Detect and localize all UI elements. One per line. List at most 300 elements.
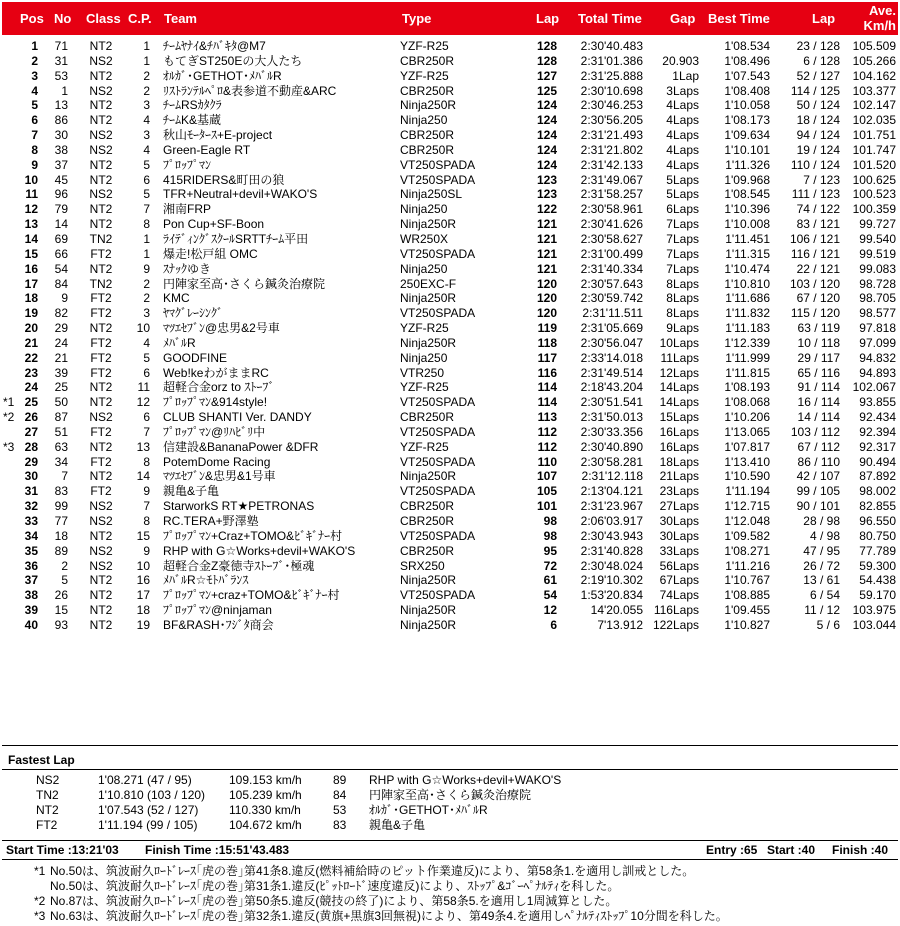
- row-class: NT2: [89, 172, 113, 187]
- row-best-time: 1'12.048: [724, 514, 770, 528]
- row-total-time: 2:30'40.890: [580, 439, 643, 454]
- row-class: NT2: [89, 469, 113, 484]
- row-best-time: 1'10.008: [724, 217, 770, 232]
- row-best-lap: 52 / 127: [796, 68, 840, 83]
- row-type: CBR250R: [400, 410, 455, 425]
- row-gap: 14Laps: [659, 380, 699, 395]
- row-no: 79: [54, 202, 68, 217]
- row-no: 29: [54, 321, 68, 336]
- row-lap: 6: [550, 617, 557, 632]
- table-row: [0, 69, 900, 84]
- row-total-time: 2:30'40.483: [580, 39, 643, 53]
- row-team: 爆走!松戸組 OMC: [163, 246, 258, 261]
- row-pos: 34: [24, 528, 38, 543]
- row-class: TN2: [89, 276, 113, 291]
- row-best-time: 1'10.206: [724, 410, 770, 425]
- row-ave-speed: 99.727: [859, 217, 896, 232]
- row-type: Ninja250R: [400, 217, 457, 232]
- row-team: ﾁｰﾑK&基蔵: [163, 113, 222, 128]
- row-note-mark: *1: [3, 395, 15, 410]
- note-mark: *1: [34, 864, 46, 878]
- row-best-lap: 99 / 105: [796, 484, 840, 499]
- row-cp: 1: [143, 39, 150, 53]
- row-best-time: 1'11.832: [725, 306, 770, 321]
- row-total-time: 7'13.912: [597, 617, 643, 632]
- divider-times-bottom: [2, 859, 898, 860]
- row-cp: 9: [143, 484, 150, 499]
- row-no: 30: [54, 128, 68, 143]
- row-ave-speed: 102.147: [852, 98, 896, 113]
- row-ave-speed: 97.818: [859, 321, 896, 336]
- row-pos: 39: [24, 603, 38, 618]
- row-lap: 98: [543, 514, 557, 528]
- table-row: [0, 247, 900, 262]
- row-pos: 3: [31, 68, 38, 83]
- row-total-time: 2:30'58.281: [580, 454, 643, 469]
- row-class: NT2: [89, 68, 113, 83]
- row-no: 26: [54, 588, 68, 603]
- row-lap: 120: [536, 291, 557, 306]
- row-lap: 61: [543, 573, 557, 588]
- row-pos: 33: [24, 514, 38, 528]
- row-best-lap: 67 / 112: [797, 439, 840, 454]
- row-pos: 22: [24, 350, 38, 365]
- row-pos: 10: [24, 172, 38, 187]
- fastest-team: RHP with G☆Works+devil+WAKO'S: [369, 773, 562, 787]
- row-best-time: 1'11.183: [725, 321, 770, 336]
- row-pos: 25: [24, 395, 38, 410]
- row-no: 86: [54, 113, 68, 128]
- row-no: 54: [54, 261, 68, 276]
- row-best-lap: 6 / 128: [803, 53, 840, 68]
- row-gap: 4Laps: [666, 113, 699, 128]
- row-ave-speed: 105.266: [852, 53, 896, 68]
- row-cp: 6: [143, 172, 150, 187]
- row-team: StarworkS RT★PETRONAS: [163, 499, 315, 514]
- fastest-class: TN2: [36, 788, 59, 802]
- row-best-lap: 114 / 125: [790, 83, 840, 98]
- row-best-lap: 16 / 114: [797, 395, 840, 410]
- row-lap: 105: [536, 484, 557, 499]
- row-no: 99: [54, 499, 68, 514]
- row-class: TN2: [89, 231, 113, 246]
- row-no: 82: [54, 306, 68, 321]
- row-ave-speed: 101.747: [852, 142, 896, 157]
- row-gap: 16Laps: [659, 439, 699, 454]
- finish-count: Finish :40: [832, 843, 889, 857]
- row-ave-speed: 99.519: [859, 246, 896, 261]
- row-no: 25: [54, 380, 68, 395]
- row-best-time: 1'08.271: [724, 543, 770, 558]
- row-best-time: 1'11.815: [725, 365, 770, 380]
- row-cp: 1: [143, 53, 150, 68]
- row-cp: 7: [143, 202, 150, 217]
- table-row: [0, 262, 900, 277]
- row-total-time: 2:30'48.024: [580, 558, 643, 573]
- row-gap: 8Laps: [666, 276, 699, 291]
- row-best-time: 1'12.715: [724, 499, 770, 514]
- row-ave-speed: 102.067: [852, 380, 896, 395]
- row-ave-speed: 92.434: [859, 410, 896, 425]
- row-total-time: 2:31'00.499: [580, 246, 643, 261]
- row-type: Ninja250: [400, 113, 448, 128]
- row-type: Ninja250R: [400, 469, 457, 484]
- row-team: ﾒﾊﾞﾙR☆ﾓﾄﾊﾞﾗﾝｽ: [163, 573, 249, 588]
- row-pos: 4: [31, 83, 38, 98]
- table-row: [0, 499, 900, 514]
- note-mark: *3: [34, 909, 46, 923]
- row-gap: 7Laps: [666, 261, 699, 276]
- row-type: VT250SPADA: [400, 157, 476, 172]
- row-note-mark: *2: [3, 410, 15, 425]
- fastest-time: 1'08.271 (47 / 95): [98, 773, 192, 787]
- row-best-lap: 94 / 124: [796, 128, 840, 143]
- row-cp: 3: [143, 128, 150, 143]
- row-best-time: 1'10.810: [724, 276, 770, 291]
- row-type: VT250SPADA: [400, 424, 476, 439]
- row-total-time: 2:30'33.356: [580, 424, 643, 439]
- row-ave-speed: 104.162: [852, 68, 896, 83]
- row-total-time: 2:33'14.018: [580, 350, 643, 365]
- note-line: [0, 879, 900, 894]
- row-team: 円陣家至高･さくら鍼灸治療院: [163, 276, 326, 291]
- row-team: ﾌﾟﾛｯﾌﾟﾏﾝ: [163, 157, 212, 172]
- row-no: 87: [54, 410, 68, 425]
- row-class: NT2: [89, 588, 113, 603]
- row-gap: 5Laps: [666, 187, 699, 202]
- row-type: Ninja250: [400, 350, 448, 365]
- row-ave-speed: 98.705: [859, 291, 896, 306]
- row-lap: 121: [536, 246, 557, 261]
- fastest-lap-row: [0, 788, 900, 803]
- row-pos: 9: [31, 157, 38, 172]
- row-total-time: 2:31'58.257: [580, 187, 643, 202]
- row-best-lap: 74 / 122: [796, 202, 840, 217]
- row-type: VT250SPADA: [400, 246, 476, 261]
- row-total-time: 2:30'10.698: [580, 83, 643, 98]
- row-total-time: 2:30'56.205: [580, 113, 643, 128]
- row-best-lap: 26 / 72: [803, 558, 840, 573]
- row-total-time: 2:31'23.967: [580, 499, 643, 514]
- row-cp: 5: [143, 350, 150, 365]
- table-row: [0, 187, 900, 202]
- row-ave-speed: 98.728: [859, 276, 896, 291]
- row-pos: 19: [24, 306, 38, 321]
- row-cp: 4: [143, 142, 150, 157]
- row-ave-speed: 90.494: [859, 454, 896, 469]
- row-best-lap: 6 / 54: [809, 588, 840, 603]
- row-ave-speed: 100.625: [852, 172, 896, 187]
- row-lap: 125: [536, 83, 557, 98]
- row-type: Ninja250R: [400, 603, 457, 618]
- fastest-team: 円陣家至高･さくら鍼灸治療院: [369, 788, 532, 802]
- row-best-time: 1'13.410: [724, 454, 770, 469]
- start-count: Start :40: [767, 843, 816, 857]
- row-type: VT250SPADA: [400, 395, 476, 410]
- row-lap: 122: [536, 202, 557, 217]
- row-type: VT250SPADA: [400, 172, 476, 187]
- row-total-time: 2:30'51.541: [580, 395, 643, 410]
- row-no: 15: [54, 603, 68, 618]
- col-total-time-header: Total Time: [578, 11, 642, 26]
- row-cp: 2: [143, 68, 150, 83]
- table-row: [0, 158, 900, 173]
- row-total-time: 2:31'40.828: [580, 543, 643, 558]
- row-lap: 124: [536, 128, 557, 143]
- row-no: 93: [54, 617, 68, 632]
- row-ave-speed: 94.893: [859, 365, 896, 380]
- row-type: Ninja250: [400, 261, 448, 276]
- row-best-lap: 4 / 98: [809, 528, 840, 543]
- row-no: 34: [54, 454, 68, 469]
- row-type: VT250SPADA: [400, 454, 476, 469]
- col-team-header: Team: [164, 11, 197, 26]
- row-pos: 24: [24, 380, 38, 395]
- table-row: [0, 469, 900, 484]
- row-total-time: 14'20.055: [590, 603, 643, 618]
- row-class: NT2: [89, 39, 113, 53]
- row-total-time: 2:31'50.013: [580, 410, 643, 425]
- row-pos: 32: [24, 499, 38, 514]
- row-team: ﾌﾟﾛｯﾌﾟﾏﾝ@ﾘﾊﾋﾞﾘ中: [163, 424, 266, 439]
- row-best-lap: 83 / 121: [796, 217, 840, 232]
- row-cp: 2: [143, 83, 150, 98]
- row-class: NT2: [89, 261, 113, 276]
- row-team: ﾌﾟﾛｯﾌﾟﾏﾝ@ninjaman: [163, 603, 272, 618]
- row-lap: 124: [536, 157, 557, 172]
- row-best-time: 1'13.065: [724, 424, 770, 439]
- penalty-notes: [0, 864, 900, 924]
- table-row: [0, 321, 900, 336]
- row-gap: 7Laps: [666, 231, 699, 246]
- row-cp: 12: [136, 395, 150, 410]
- row-team: ﾏﾂｴｾﾌﾞﾝ@忠男&2号車: [163, 321, 280, 336]
- row-best-time: 1'10.101: [724, 142, 770, 157]
- table-row: [0, 217, 900, 232]
- row-class: NT2: [89, 217, 113, 232]
- row-lap: 95: [543, 543, 557, 558]
- row-total-time: 2:30'43.943: [580, 528, 643, 543]
- row-total-time: 2:30'41.626: [580, 217, 643, 232]
- row-note-mark: *3: [3, 439, 15, 454]
- table-row: [0, 306, 900, 321]
- row-team: ﾌﾟﾛｯﾌﾟﾏﾝ+Craz+TOMO&ﾋﾞｷﾞﾅｰ村: [163, 528, 343, 543]
- row-ave-speed: 103.975: [852, 603, 896, 618]
- row-cp: 10: [136, 321, 150, 336]
- row-team: ﾗｲﾃﾞｨﾝｸﾞｽｸｰﾙSRTTﾁｰﾑ平田: [163, 231, 309, 246]
- row-class: FT2: [90, 365, 112, 380]
- col-ave-header-line2: Km/h: [863, 18, 896, 33]
- row-ave-speed: 102.035: [852, 113, 896, 128]
- row-total-time: 2:31'01.386: [580, 53, 643, 68]
- row-best-lap: 28 / 98: [803, 514, 840, 528]
- row-total-time: 2:31'05.669: [580, 321, 643, 336]
- row-class: FT2: [90, 306, 112, 321]
- row-lap: 120: [536, 276, 557, 291]
- row-best-lap: 14 / 114: [797, 410, 840, 425]
- row-team: 415RIDERS&町田の狼: [163, 172, 285, 187]
- row-no: 53: [54, 68, 68, 83]
- row-team: ｽﾅｯｸゆき: [163, 261, 212, 276]
- row-cp: 2: [143, 291, 150, 306]
- row-no: 21: [54, 350, 68, 365]
- row-type: YZF-R25: [400, 380, 449, 395]
- row-type: Ninja250R: [400, 617, 457, 632]
- row-ave-speed: 59.300: [859, 558, 896, 573]
- row-type: CBR250R: [400, 142, 455, 157]
- table-row: [0, 173, 900, 188]
- row-best-time: 1'11.686: [725, 291, 770, 306]
- row-lap: 123: [536, 172, 557, 187]
- row-type: VT250SPADA: [400, 528, 476, 543]
- row-total-time: 2:30'46.253: [580, 98, 643, 113]
- row-pos: 26: [24, 410, 38, 425]
- row-lap: 112: [537, 439, 557, 454]
- row-team: ﾁｰﾑRSｶﾀｸﾗ: [163, 98, 222, 113]
- row-total-time: 2:30'58.627: [580, 231, 643, 246]
- row-gap: 30Laps: [659, 514, 699, 528]
- row-best-lap: 42 / 107: [796, 469, 840, 484]
- col-best-time-header: Best Time: [708, 11, 770, 26]
- row-gap: 56Laps: [659, 558, 699, 573]
- row-total-time: 2:31'21.493: [580, 128, 643, 143]
- row-team: ﾌﾟﾛｯﾌﾟﾏﾝ&914style!: [163, 395, 268, 410]
- row-type: VT250SPADA: [400, 306, 476, 321]
- race-times-bar: [0, 842, 900, 858]
- row-no: 63: [54, 439, 68, 454]
- row-cp: 3: [143, 98, 150, 113]
- row-best-time: 1'07.543: [724, 68, 770, 83]
- row-pos: 36: [24, 558, 38, 573]
- row-lap: 119: [537, 321, 557, 336]
- note-text: No.50は、筑波耐久ﾛｰﾄﾞﾚｰｽ｢虎の巻｣第31条1.違反(ﾋﾟｯﾄﾛｰﾄﾞ速度違反)により、ｽﾄｯﾌﾟ&ｺﾞｰﾍﾟﾅﾙﾃｨを科した。: [50, 879, 620, 893]
- row-total-time: 2:31'11.511: [582, 306, 643, 321]
- row-type: 250EXC-F: [400, 276, 457, 291]
- row-gap: 30Laps: [659, 528, 699, 543]
- table-row: [0, 84, 900, 99]
- row-best-time: 1'08.545: [724, 187, 770, 202]
- fastest-team: 親亀&子亀: [369, 818, 426, 832]
- row-type: Ninja250R: [400, 98, 457, 113]
- row-gap: 10Laps: [659, 335, 699, 350]
- row-best-time: 1'08.173: [724, 113, 770, 128]
- table-row: [0, 113, 900, 128]
- row-gap: 15Laps: [659, 410, 699, 425]
- row-cp: 14: [136, 469, 150, 484]
- row-best-lap: 116 / 121: [790, 246, 840, 261]
- row-lap: 114: [537, 395, 557, 410]
- row-class: FT2: [90, 454, 112, 469]
- row-team: RC.TERA+野澤塾: [163, 514, 259, 528]
- row-no: 13: [54, 98, 68, 113]
- row-lap: 54: [543, 588, 557, 603]
- fastest-class: NT2: [36, 803, 59, 817]
- row-type: YZF-R25: [400, 68, 449, 83]
- row-no: 69: [54, 231, 68, 246]
- row-best-lap: 86 / 110: [797, 454, 840, 469]
- row-best-time: 1'10.058: [724, 98, 770, 113]
- row-ave-speed: 98.577: [859, 306, 896, 321]
- row-class: NS2: [89, 53, 113, 68]
- row-total-time: 2:18'43.204: [580, 380, 643, 395]
- row-pos: 27: [24, 424, 38, 439]
- row-cp: 1: [143, 246, 150, 261]
- row-best-time: 1'08.193: [724, 380, 770, 395]
- row-ave-speed: 80.750: [859, 528, 896, 543]
- row-best-lap: 5 / 6: [816, 617, 840, 632]
- row-gap: 27Laps: [659, 499, 699, 514]
- row-ave-speed: 105.509: [852, 39, 896, 53]
- row-ave-speed: 92.317: [859, 439, 896, 454]
- row-pos: 11: [25, 187, 38, 202]
- row-best-time: 1'11.194: [725, 484, 770, 499]
- row-gap: 9Laps: [666, 321, 699, 336]
- row-gap: 16Laps: [659, 424, 699, 439]
- divider-top: [2, 745, 898, 746]
- row-pos: 13: [24, 217, 38, 232]
- row-lap: 116: [537, 365, 557, 380]
- row-ave-speed: 54.438: [859, 573, 896, 588]
- row-cp: 2: [143, 276, 150, 291]
- table-row: [0, 603, 900, 618]
- row-class: NT2: [89, 202, 113, 217]
- row-class: NT2: [89, 395, 113, 410]
- row-gap: 122Laps: [652, 617, 699, 632]
- row-team: ﾘｽﾄﾗﾝﾃﾙﾍﾟﾛ&表参道不動産&ARC: [163, 83, 337, 98]
- table-row: [0, 143, 900, 158]
- row-team: ﾁｰﾑﾔﾅｲ&ﾁﾊﾞｷﾀ@M7: [163, 39, 266, 53]
- row-best-time: 1'07.817: [724, 439, 770, 454]
- row-gap: 23Laps: [659, 484, 699, 499]
- row-best-time: 1'08.534: [724, 39, 770, 53]
- start-time: Start Time :13:21'03: [6, 843, 119, 857]
- row-total-time: 2:19'10.302: [580, 573, 643, 588]
- row-ave-speed: 92.394: [859, 424, 896, 439]
- row-lap: 127: [536, 68, 557, 83]
- row-no: 51: [54, 424, 68, 439]
- row-pos: 38: [24, 588, 38, 603]
- results-header: [2, 2, 898, 35]
- row-team: Web!keわがままRC: [163, 365, 269, 380]
- row-cp: 17: [136, 588, 150, 603]
- row-best-time: 1'10.474: [724, 261, 770, 276]
- row-class: NS2: [89, 558, 113, 573]
- row-class: NT2: [89, 603, 113, 618]
- row-class: FT2: [90, 424, 112, 439]
- row-type: VT250SPADA: [400, 588, 476, 603]
- row-lap: 117: [537, 350, 557, 365]
- row-best-time: 1'09.968: [724, 172, 770, 187]
- row-cp: 6: [143, 410, 150, 425]
- row-no: 66: [54, 246, 68, 261]
- row-type: Ninja250R: [400, 291, 457, 306]
- row-gap: 7Laps: [666, 246, 699, 261]
- col-no-header: No: [54, 11, 72, 26]
- row-team: TFR+Neutral+devil+WAKO'S: [163, 187, 318, 202]
- row-total-time: 2:31'49.067: [580, 172, 643, 187]
- row-gap: 6Laps: [666, 202, 699, 217]
- row-ave-speed: 103.044: [852, 617, 896, 632]
- row-no: 39: [54, 365, 68, 380]
- row-no: 37: [54, 157, 68, 172]
- row-lap: 121: [536, 217, 557, 232]
- row-ave-speed: 101.751: [852, 128, 896, 143]
- col-cp-header: C.P.: [128, 11, 152, 26]
- row-best-lap: 11 / 12: [804, 603, 840, 618]
- row-best-lap: 103 / 112: [790, 424, 840, 439]
- row-type: CBR250R: [400, 514, 455, 528]
- table-row: [0, 544, 900, 559]
